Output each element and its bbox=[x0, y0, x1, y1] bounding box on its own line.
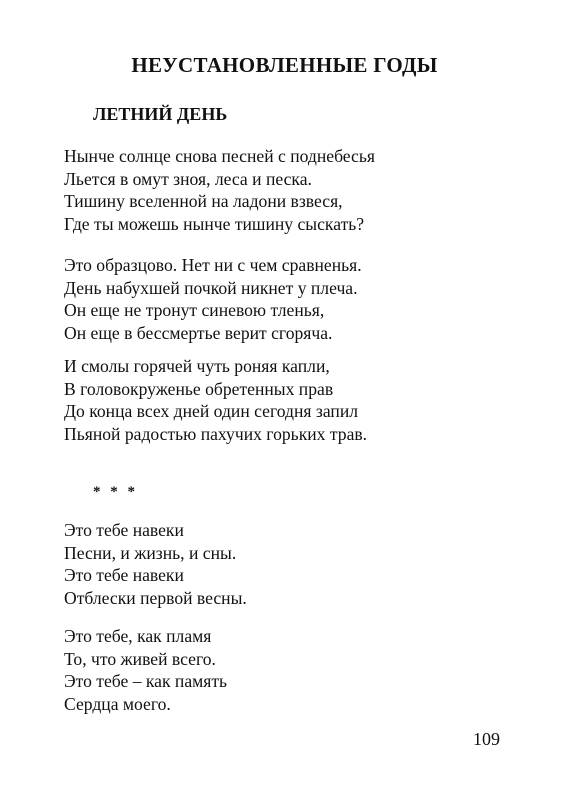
verse-line: И смолы горячей чуть роняя капли, bbox=[64, 356, 330, 376]
poem1-stanza-3 bbox=[64, 355, 367, 445]
verse-line: Пьяной радостью пахучих горьких трав. bbox=[64, 423, 368, 444]
verse-line: Это тебе навеки bbox=[64, 565, 184, 585]
verse-line: Сердца моего. bbox=[64, 693, 171, 714]
verse-line: День набухшей почкой никнет у плеча. bbox=[64, 277, 358, 298]
verse-line: Отблески первой весны. bbox=[64, 587, 247, 608]
verse-line: Это тебе, как пламя bbox=[64, 626, 212, 646]
poem-title: ЛЕТНИЙ ДЕНЬ bbox=[93, 104, 228, 124]
verse-line: То, что живей всего. bbox=[64, 648, 216, 669]
poem2-stanza-1 bbox=[64, 519, 247, 609]
verse-line: Нынче солнце снова песней с поднебесья bbox=[64, 146, 375, 166]
page-number: 109 bbox=[473, 729, 500, 749]
poem1-stanza-2 bbox=[64, 254, 362, 344]
verse-line: Где ты можешь нынче тишину сыскать? bbox=[64, 213, 365, 234]
poem2-stanza-2 bbox=[64, 625, 227, 715]
verse-line: Это тебе – как память bbox=[64, 671, 228, 691]
verse-line: До конца всех дней один сегодня запил bbox=[64, 401, 359, 421]
verse-line: Он еще в бессмертье верит сгоряча. bbox=[64, 322, 333, 343]
verse-line: Тишину вселенной на ладони взвеся, bbox=[64, 191, 343, 211]
verse-line: Он еще не тронут синевою тленья, bbox=[64, 300, 325, 320]
verse-line: Это тебе навеки bbox=[64, 520, 184, 540]
verse-line: Песни, и жизнь, и сны. bbox=[64, 542, 237, 563]
poem-separator: * * * bbox=[93, 484, 138, 500]
section-title: НЕУСТАНОВЛЕННЫЕ ГОДЫ bbox=[131, 53, 438, 77]
verse-line: Это образцово. Нет ни с чем сравненья. bbox=[64, 255, 362, 275]
poem1-stanza-1 bbox=[64, 145, 375, 235]
verse-line: В головокруженье обретенных прав bbox=[64, 378, 334, 399]
verse-line: Льется в омут зноя, леса и песка. bbox=[64, 168, 312, 189]
